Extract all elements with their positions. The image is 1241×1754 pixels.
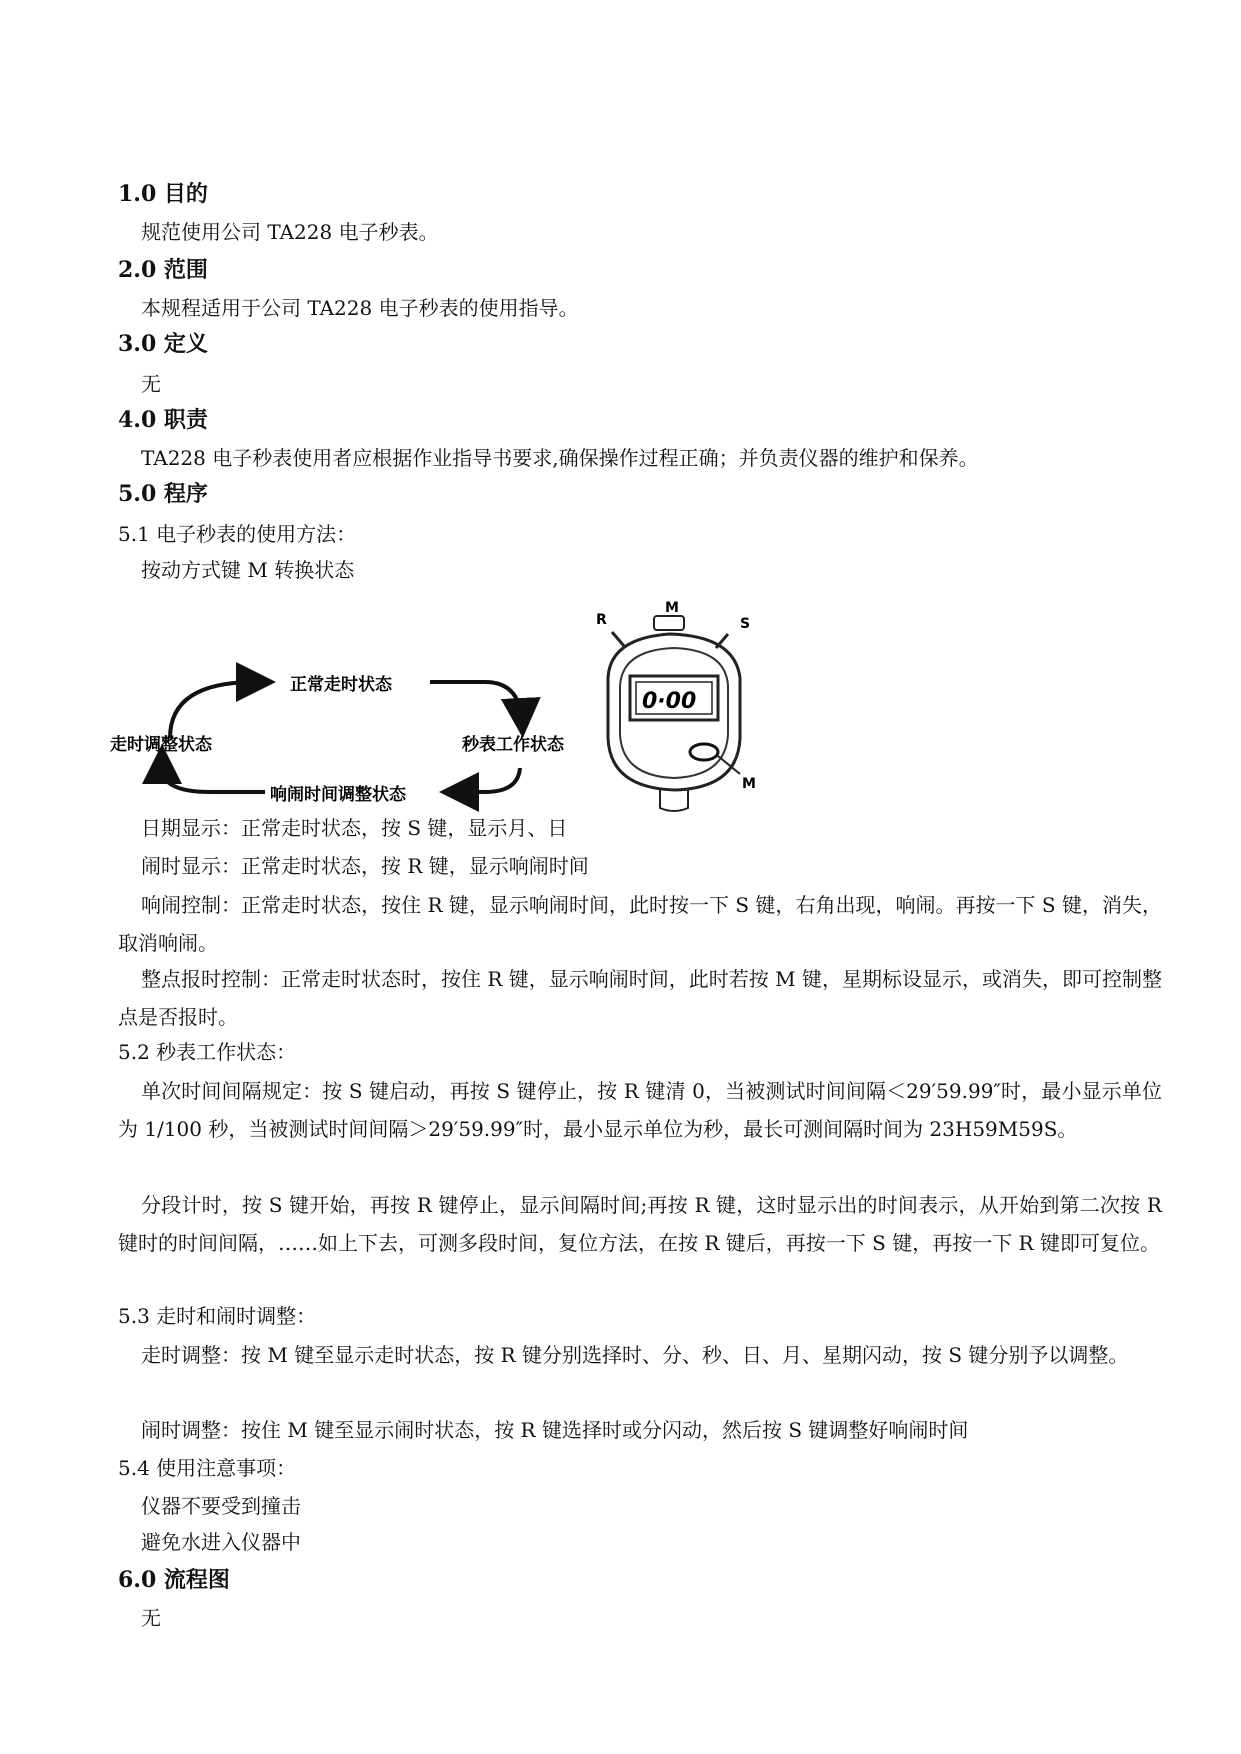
stopwatch-illustration bbox=[590, 598, 790, 820]
heading-scope: 2.0 范围 bbox=[118, 257, 208, 283]
m-button-label-side: M bbox=[742, 776, 756, 792]
state-stopwatch-label: 秒表工作状态 bbox=[462, 735, 564, 755]
heading-definition: 3.0 定义 bbox=[118, 331, 208, 357]
purpose-text: 规范使用公司 TA228 电子秒表。 bbox=[141, 220, 439, 244]
state-time-adjust-label: 走时调整状态 bbox=[110, 735, 212, 755]
lcd-display-value: 0·00 bbox=[642, 689, 697, 714]
heading-purpose: 1.0 目的 bbox=[118, 181, 208, 207]
alarm-adjust-text: 闹时调整：按住 M 键至显示闹时状态，按 R 键选择时或分闪动，然后按 S 键调整好响闹时间 bbox=[141, 1418, 969, 1442]
date-display-text: 日期显示：正常走时状态，按 S 键，显示月、日 bbox=[141, 816, 568, 840]
s5-4-title: 5.4 使用注意事项： bbox=[118, 1456, 297, 1480]
heading-flowchart: 6.0 流程图 bbox=[118, 1567, 230, 1593]
split-timing-text: 分段计时，按 S 键开始，再按 R 键停止，显示间隔时间;再按 R 键，这时显示出的时间表示，从开始到第二次按 R 键时的时间间隔，……如上下去，可测多段时间，复位方法，在按 R 键后，再按一下 S 键，再按一下 R 键即可复位。 bbox=[118, 1193, 1162, 1255]
state-normal-label: 正常走时状态 bbox=[290, 675, 392, 695]
definition-text: 无 bbox=[141, 372, 161, 396]
hourly-control-text: 整点报时控制：正常走时状态时，按住 R 键，显示响闹时间，此时若按 M 键，星期标设显示，或消失，即可控制整点是否报时。 bbox=[118, 967, 1162, 1029]
time-adjust-text: 走时调整：按 M 键至显示走时状态，按 R 键分别选择时、分、秒、日、月、星期闪动，按 S 键分别予以调整。 bbox=[141, 1343, 1129, 1367]
state-cycle-diagram bbox=[110, 660, 610, 820]
single-interval-text: 单次时间间隔规定：按 S 键启动，再按 S 键停止，按 R 键清 0，当被测试时间间隔＜29′59.99″时，最小显示单位为 1/100 秒，当被测试时间间隔＞29′59.99″时，最小显示单位为秒，最长可测间隔时间为 23H59M59S。 bbox=[118, 1079, 1162, 1141]
s5-3-title: 5.3 走时和闹时调整： bbox=[118, 1304, 317, 1328]
alarm-control-text: 响闹控制：正常走时状态，按住 R 键，显示响闹时间，此时按一下 S 键，右角出现，响闹。再按一下 S 键，消失，取消响闹。 bbox=[118, 893, 1162, 955]
m-button-label-top: M bbox=[665, 600, 679, 616]
s5-1-title: 5.1 电子秒表的使用方法： bbox=[118, 522, 357, 546]
responsibility-text: TA228 电子秒表使用者应根据作业指导书要求,确保操作过程正确；并负责仪器的维护和保养。 bbox=[141, 446, 979, 470]
state-alarm-adjust-label: 响闹时间调整状态 bbox=[270, 785, 406, 805]
arrow-to-time-adjust bbox=[162, 760, 265, 792]
heading-responsibility: 4.0 职责 bbox=[118, 407, 208, 433]
s-button-label: S bbox=[740, 616, 751, 632]
s5-2-title: 5.2 秒表工作状态： bbox=[118, 1040, 297, 1064]
arrow-to-stopwatch bbox=[430, 682, 522, 722]
arrow-to-alarm-adjust bbox=[455, 768, 520, 792]
scope-text: 本规程适用于公司 TA228 电子秒表的使用指导。 bbox=[141, 296, 579, 320]
arrow-to-normal bbox=[170, 682, 260, 738]
heading-procedure: 5.0 程序 bbox=[118, 481, 208, 507]
flowchart-text: 无 bbox=[141, 1606, 161, 1630]
alarm-display-text: 闹时显示：正常走时状态，按 R 键，显示响闹时间 bbox=[141, 854, 589, 878]
m-button-icon bbox=[690, 744, 718, 760]
r-button-label: R bbox=[596, 612, 607, 628]
note-impact: 仪器不要受到撞击 bbox=[141, 1494, 301, 1518]
note-water: 避免水进入仪器中 bbox=[141, 1530, 301, 1554]
s5-1-intro: 按动方式键 M 转换状态 bbox=[141, 558, 355, 582]
